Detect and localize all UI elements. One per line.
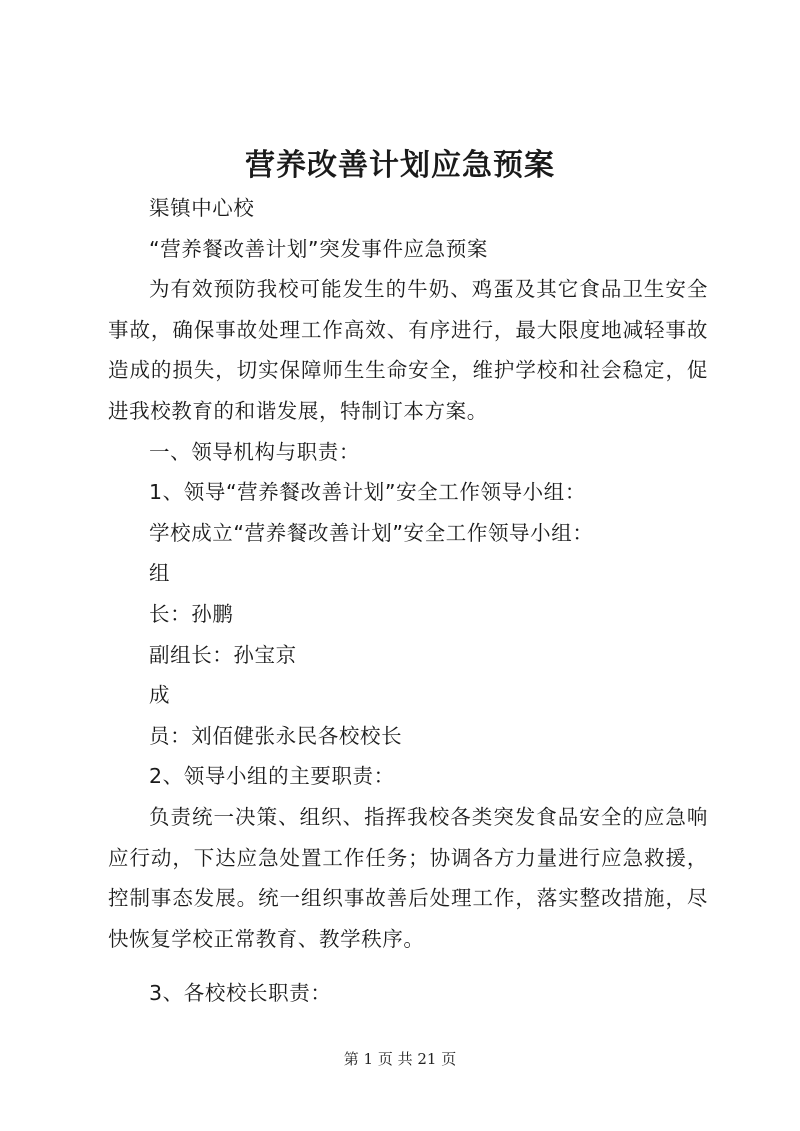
paragraph-section-1-heading: 一、领导机构与职责： (149, 439, 360, 464)
paragraph-school-name: 渠镇中心校 (149, 196, 255, 220)
paragraph-leader: 长：孙鹏 (149, 601, 234, 626)
paragraph-plan-name: “营养餐改善计划”突发事件应急预案 (149, 236, 488, 261)
document-title: 营养改善计划应急预案 (245, 148, 555, 183)
paragraph-deputy-leader: 副组长：孙宝京 (149, 642, 297, 667)
paragraph-item-2: 2、领导小组的主要职责： (149, 764, 395, 789)
paragraph-purpose: 为有效预防我校可能发生的牛奶、鸡蛋及其它食品卫生安全事故，确保事故处理工作高效、有序进行，最大限度地减轻事故造成的损失，切实保障师生生命安全，维护学校和社会稳定，促进我校教育的和谐发展，特制订本方案。 (108, 277, 708, 423)
paragraph-members: 员：刘佰健张永民各校校长 (149, 723, 403, 748)
paragraph-item-3: 3、各校校长职责： (149, 981, 332, 1006)
paragraph-member-label-a: 成 (149, 683, 171, 708)
paragraph-leader-label-a: 组 (149, 561, 171, 586)
paragraph-duties: 负责统一决策、组织、指挥我校各类突发食品安全的应急响应行动，下达应急处置工作任务；协调各方力量进行应急救援，控制事态发展。统一组织事故善后处理工作，落实整改措施，尽快恢复学校正常教育、教学秩序。 (108, 804, 708, 951)
page-number: 第 1 页 共 21 页 (343, 1050, 457, 1068)
paragraph-item-1: 1、领导“营养餐改善计划”安全工作领导小组： (149, 480, 586, 505)
document-body (108, 188, 708, 1014)
paragraph-group-established: 学校成立“营养餐改善计划”安全工作领导小组： (149, 520, 594, 545)
